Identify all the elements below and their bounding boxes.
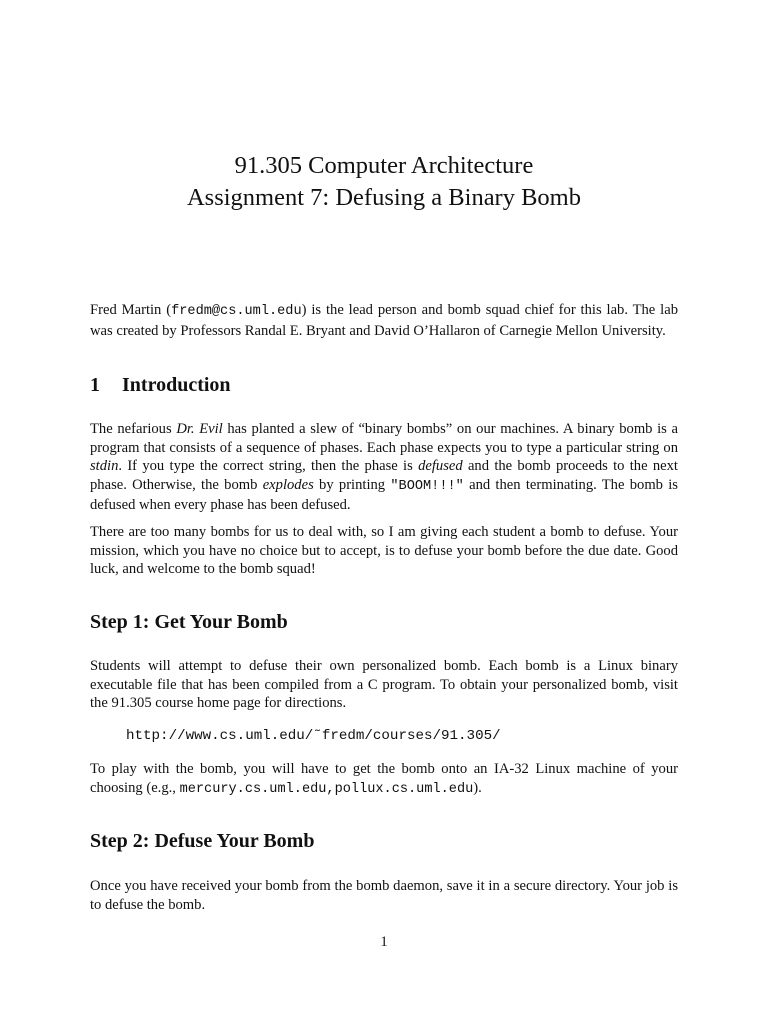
credits-paragraph (90, 301, 678, 340)
section-heading-step1: Step 1: Get Your Bomb (90, 611, 288, 633)
title-line-course: 91.305 Computer Architecture (234, 152, 534, 179)
intro-text: and then terminating. The bomb is defused when every phase has been defused. (90, 476, 678, 514)
hostname-mercury: mercury.cs.uml.edu (179, 781, 327, 797)
step2-paragraph-1: Once you have received your bomb from the bomb daemon, save it in a secure directory. Your job is to defuse the bomb. (90, 878, 678, 913)
section-number: 1 (90, 374, 100, 396)
credits-text-rest: ) is the lead person and bomb squad chief for this lab. The lab was created by Professors Randal E. Bryant and David O’Hallaron of Carnegie Mellon University. (90, 302, 678, 339)
course-url: http://www.cs.uml.edu/˜fredm/courses/91.305/ (126, 728, 501, 744)
section-heading-step2: Step 2: Defuse Your Bomb (90, 830, 315, 852)
section-heading-introduction (90, 373, 231, 397)
author-email: fredm@cs.uml.edu (171, 304, 302, 319)
hostname-separator: , (326, 781, 335, 797)
credits-text: Fred Martin ( (90, 302, 172, 318)
intro-paragraph-1 (90, 420, 678, 515)
intro-text: by printing (313, 476, 391, 493)
intro-text: has planted a slew of “binary bombs” on our machines. A binary bomb is a program that consists of a sequence of phases. Each phase expects you to type a particular string on (90, 421, 678, 456)
defused-emphasis: defused (418, 458, 463, 475)
step1-text: To play with the bomb, you will have to get the bomb onto an IA-32 Linux machine of your choosing (e.g., (90, 761, 678, 796)
stdin-emphasis: stdin (90, 458, 119, 475)
hostname-pollux: pollux.cs.uml.edu (334, 781, 474, 797)
explodes-emphasis: explodes (262, 476, 314, 493)
page-number: 1 (380, 934, 388, 950)
boom-code: "BOOM!!!" (390, 478, 464, 494)
step1-paragraph-1: Students will attempt to defuse their own personalized bomb. Each bomb is a Linux binary executable file that has been compiled from a C program. To obtain your personalized bomb, visit the 91.305 course home page for directions. (90, 658, 678, 712)
title-line-assignment: Assignment 7: Defusing a Binary Bomb (186, 184, 581, 211)
intro-text: The nefarious (90, 421, 177, 437)
intro-text: and the bomb proceeds to the next phase. Otherwise, the bomb (90, 458, 678, 493)
step1-text-end: ). (473, 779, 482, 796)
document-title (0, 150, 768, 214)
step1-paragraph-2 (90, 760, 678, 799)
intro-paragraph-2: There are too many bombs for us to deal with, so I am giving each student a bomb to defuse. Your mission, which you have no choice but to accept, is to defuse your bomb before the due date. Good luck, and welcome to the bomb squad! (90, 524, 678, 578)
section-title: Introduction (122, 374, 231, 396)
intro-text: . If you type the correct string, then the phase is (118, 458, 419, 475)
dr-evil-emphasis: Dr. Evil (176, 421, 223, 437)
